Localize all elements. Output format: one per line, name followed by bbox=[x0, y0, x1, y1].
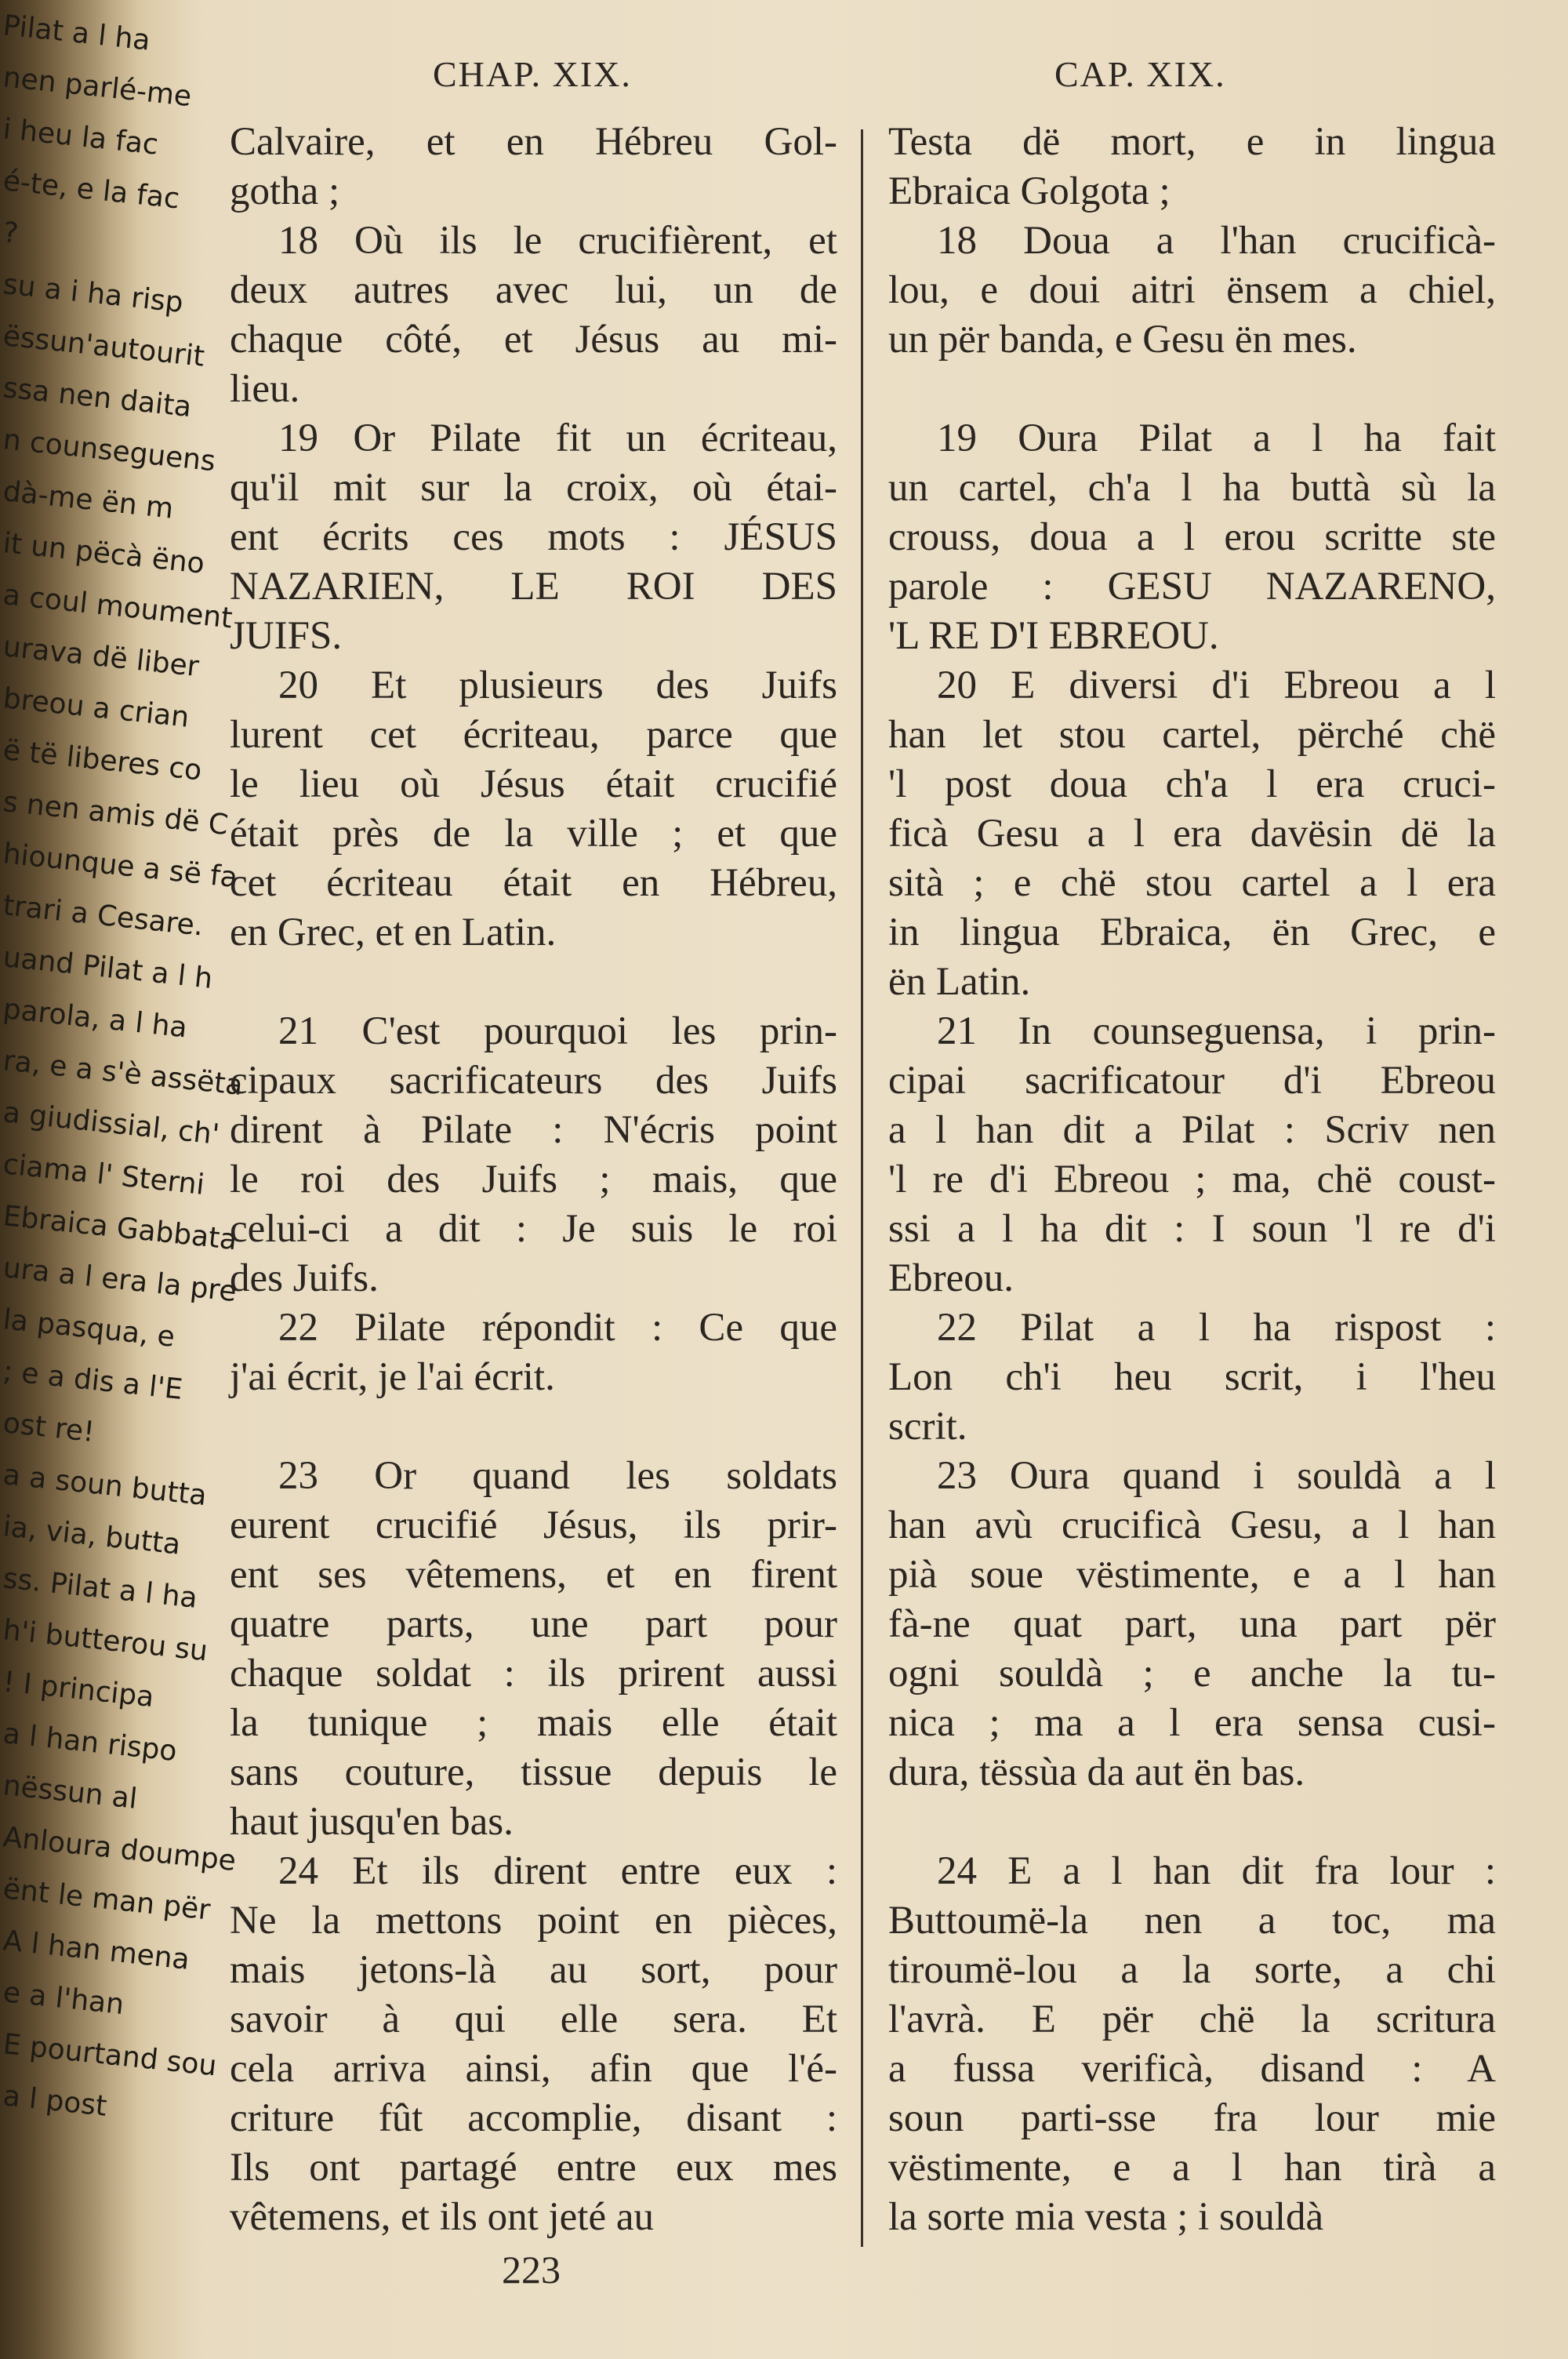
french-text-column bbox=[230, 118, 837, 2242]
bleed-through-line: ? bbox=[1, 216, 20, 250]
bleed-through-line: dà-me ën m bbox=[1, 475, 176, 525]
text-line: dura, tëssùa da aut ën bas. bbox=[888, 1750, 1305, 1794]
text-line: 24 E a l han dit fra lour : bbox=[937, 1849, 1496, 1893]
bleed-through-line: nëssun al bbox=[1, 1769, 139, 1816]
text-line: Ils ont partagé entre eux mes bbox=[230, 2146, 837, 2190]
bleed-through-line: ; e a dis a l'E bbox=[1, 1355, 184, 1406]
bleed-through-line: Pilat a l ha bbox=[1, 9, 152, 57]
text-line: mais jetons-là au sort, pour bbox=[230, 1948, 837, 1992]
text-line: Buttoumë-la nen a toc, ma bbox=[888, 1899, 1496, 1943]
text-line: nica ; ma a l era sensa cusi- bbox=[888, 1701, 1496, 1745]
bleed-through-line: it un pëcà ëno bbox=[1, 527, 206, 580]
text-line: cipaux sacrificateurs des Juifs bbox=[230, 1059, 837, 1103]
bleed-through-line: ra, e a s'è assëta bbox=[1, 1045, 245, 1102]
page-number: 223 bbox=[502, 2248, 561, 2292]
bleed-through-line: a l han rispo bbox=[1, 1717, 179, 1768]
bleed-through-line: ura a l era la pre bbox=[1, 1252, 238, 1309]
verse-paragraph bbox=[888, 661, 1496, 1007]
text-line: dirent à Pilate : N'écris point bbox=[230, 1108, 837, 1152]
text-line: han avù crucificà Gesu, a l han bbox=[888, 1503, 1496, 1547]
text-line: Lon ch'i heu scrit, i l'heu bbox=[888, 1355, 1496, 1399]
bleed-through-line: ënt le man për bbox=[1, 1873, 212, 1927]
text-line: gotha ; bbox=[230, 169, 340, 213]
text-line: ssi a l ha dit : I soun 'l re d'i bbox=[888, 1207, 1496, 1251]
text-line: deux autres avec lui, un de bbox=[230, 268, 837, 312]
bleed-through-line: A l han mena bbox=[1, 1925, 191, 1976]
bleed-through-line: E pourtand sou bbox=[1, 2028, 219, 2083]
text-line: celui-ci a dit : Je suis le roi bbox=[230, 1207, 837, 1251]
text-line: ficà Gesu a l era davësin dë la bbox=[888, 812, 1496, 856]
text-line: ent écrits ces mots : JÉSUS bbox=[230, 515, 837, 559]
text-line: Calvaire, et en Hébreu Gol- bbox=[230, 120, 837, 164]
verse-paragraph bbox=[230, 1303, 837, 1402]
text-line: cipai sacrificatour d'i Ebreou bbox=[888, 1059, 1496, 1103]
text-line: scrit. bbox=[888, 1405, 967, 1448]
verse-paragraph bbox=[230, 1007, 837, 1303]
bleed-through-line: ia, via, butta bbox=[1, 1510, 183, 1561]
text-line: un për banda, e Gesu ën mes. bbox=[888, 318, 1357, 362]
text-line: 22 Pilat a l ha rispost : bbox=[937, 1306, 1496, 1350]
text-line: l'avrà. E për chë la scritura bbox=[888, 1997, 1496, 2041]
text-line: criture fût accomplie, disant : bbox=[230, 2096, 837, 2140]
verse-paragraph bbox=[888, 414, 1496, 661]
text-line: le lieu où Jésus était crucifié bbox=[230, 762, 837, 806]
text-line: 'L RE D'I EBREOU. bbox=[888, 614, 1219, 658]
paragraph-gap bbox=[888, 365, 1496, 414]
text-line: 'l re d'i Ebreou ; ma, chë coust- bbox=[888, 1158, 1496, 1201]
bleed-through-line: n counseguens bbox=[1, 423, 217, 478]
text-line: JUIFS. bbox=[230, 614, 343, 658]
text-line: fà-ne quat part, una part për bbox=[888, 1602, 1496, 1646]
verse-paragraph bbox=[230, 414, 837, 661]
text-line: in lingua Ebraica, ën Grec, e bbox=[888, 911, 1496, 954]
text-line: NAZARIEN, LE ROI DES bbox=[230, 565, 837, 609]
continued-text bbox=[230, 118, 837, 216]
text-line: lurent cet écriteau, parce que bbox=[230, 713, 837, 757]
column-divider bbox=[861, 129, 863, 2247]
bleed-through-line: h'i butterou su bbox=[1, 1614, 209, 1668]
paragraph-gap bbox=[230, 958, 837, 1007]
bleed-through-line: a coul moument bbox=[1, 579, 234, 635]
text-line: Ne la mettons point en pièces, bbox=[230, 1899, 837, 1943]
bleed-through-line: Anloura doumpe bbox=[1, 1821, 238, 1878]
bleed-through-line: trari a Cesare. bbox=[1, 889, 205, 943]
text-line: était près de la ville ; et que bbox=[230, 812, 837, 856]
text-line: a l han dit a Pilat : Scriv nen bbox=[888, 1108, 1496, 1152]
bleed-through-line: s nen amis dë C bbox=[1, 786, 230, 842]
text-line: cet écriteau était en Hébreu, bbox=[230, 861, 837, 905]
bleed-through-line: i heu la fac bbox=[1, 113, 160, 162]
continued-text bbox=[888, 118, 1496, 216]
bleed-through-line: uand Pilat a l h bbox=[1, 941, 215, 995]
left-column-header: CHAP. XIX. bbox=[433, 54, 632, 94]
bleed-through-line: su a i ha risp bbox=[1, 268, 185, 320]
bleed-through-line: urava dë liber bbox=[1, 631, 201, 684]
bleed-through-line: ssa nen daita bbox=[1, 372, 194, 424]
text-line: le roi des Juifs ; mais, que bbox=[230, 1158, 837, 1201]
verse-paragraph bbox=[888, 1452, 1496, 1797]
text-line: lou, e doui aitri ënsem a chiel, bbox=[888, 268, 1496, 312]
text-line: la tunique ; mais elle était bbox=[230, 1701, 837, 1745]
text-line: qu'il mit sur la croix, où étai- bbox=[230, 466, 837, 510]
text-line: 24 Et ils dirent entre eux : bbox=[278, 1849, 837, 1893]
text-line: chaque côté, et Jésus au mi- bbox=[230, 318, 837, 362]
text-line: crouss, doua a l erou scritte ste bbox=[888, 515, 1496, 559]
text-line: 'l post doua ch'a l era cruci- bbox=[888, 762, 1496, 806]
bleed-through-line: e a l'han bbox=[1, 1976, 126, 2022]
text-line: lieu. bbox=[230, 367, 300, 411]
text-line: 23 Oura quand i souldà a l bbox=[937, 1454, 1496, 1498]
bleed-through-line: ! I principa bbox=[1, 1666, 156, 1714]
text-line: un cartel, ch'a l ha buttà sù la bbox=[888, 466, 1496, 510]
verse-paragraph bbox=[230, 1847, 837, 2242]
text-line: parole : GESU NAZARENO, bbox=[888, 565, 1496, 609]
text-line: chaque soldat : ils prirent aussi bbox=[230, 1652, 837, 1696]
text-line: 20 E diversi d'i Ebreou a l bbox=[937, 663, 1496, 707]
text-line: Ebreou. bbox=[888, 1256, 1014, 1300]
verse-paragraph bbox=[888, 1303, 1496, 1452]
text-line: j'ai écrit, je l'ai écrit. bbox=[230, 1355, 555, 1399]
text-line: Testa dë mort, e in lingua bbox=[888, 120, 1496, 164]
bleed-through-line: é-te, e la fac bbox=[1, 165, 181, 216]
bleed-through-line: ss. Pilat a l ha bbox=[1, 1562, 199, 1615]
text-line: Ebraica Golgota ; bbox=[888, 169, 1171, 213]
bleed-through-line: la pasqua, e bbox=[1, 1303, 176, 1354]
bleed-through-line: parola, a l ha bbox=[1, 993, 189, 1045]
text-line: ent ses vêtemens, et en firent bbox=[230, 1553, 837, 1597]
bleed-through-line: a a soun butta bbox=[1, 1459, 209, 1513]
bleed-through-line: ë të liberes co bbox=[1, 734, 204, 787]
verse-paragraph bbox=[888, 1007, 1496, 1303]
text-line: vêtemens, et ils ont jeté au bbox=[230, 2195, 655, 2239]
text-line: 23 Or quand les soldats bbox=[278, 1454, 837, 1498]
text-line: quatre parts, une part pour bbox=[230, 1602, 837, 1646]
text-line: 22 Pilate répondit : Ce que bbox=[278, 1306, 837, 1350]
bleed-through-line: a giudissial, ch' bbox=[1, 1096, 221, 1151]
text-line: savoir à qui elle sera. Et bbox=[230, 1997, 837, 2041]
text-line: sità ; e chë stou cartel a l era bbox=[888, 861, 1496, 905]
text-line: pià soue vëstimente, e a l han bbox=[888, 1553, 1496, 1597]
text-line: ogni souldà ; e anche la tu- bbox=[888, 1652, 1496, 1696]
verse-paragraph bbox=[888, 216, 1496, 365]
text-line: sans couture, tissue depuis le bbox=[230, 1750, 837, 1794]
text-line: en Grec, et en Latin. bbox=[230, 911, 557, 954]
bleed-through-line: breou a crian bbox=[1, 682, 191, 734]
text-line: cela arriva ainsi, afin que l'é- bbox=[230, 2047, 837, 2091]
text-line: 21 In counseguensa, i prin- bbox=[937, 1009, 1496, 1053]
facing-page-bleed-through bbox=[0, 0, 245, 2359]
text-line: han let stou cartel, përché chë bbox=[888, 713, 1496, 757]
piedmontese-text-column bbox=[888, 118, 1496, 2242]
right-column-header: CAP. XIX. bbox=[1054, 54, 1226, 94]
verse-paragraph bbox=[230, 216, 837, 414]
verse-paragraph bbox=[888, 1847, 1496, 2242]
text-line: vëstimente, e a l han tirà a bbox=[888, 2146, 1496, 2190]
text-line: 19 Or Pilate fit un écriteau, bbox=[278, 416, 837, 460]
bleed-through-line: ciama l' Sterni bbox=[1, 1148, 206, 1201]
text-line: haut jusqu'en bas. bbox=[230, 1800, 514, 1844]
text-line: eurent crucifié Jésus, ils prir- bbox=[230, 1503, 837, 1547]
text-line: 20 Et plusieurs des Juifs bbox=[278, 663, 837, 707]
text-line: a fussa verificà, disand : A bbox=[888, 2047, 1496, 2091]
text-line: 18 Où ils le crucifièrent, et bbox=[278, 219, 837, 263]
bleed-through-line: Ebraica Gabbata bbox=[1, 1200, 239, 1257]
text-line: ën Latin. bbox=[888, 960, 1031, 1004]
bleed-through-line: a l post bbox=[1, 2080, 109, 2123]
text-line: 18 Doua a l'han crucificà- bbox=[937, 219, 1496, 263]
verse-paragraph bbox=[230, 661, 837, 958]
text-line: des Juifs. bbox=[230, 1256, 379, 1300]
text-line: 21 C'est pourquoi les prin- bbox=[278, 1009, 837, 1053]
bleed-through-line: ëssun'autourit bbox=[1, 320, 206, 373]
bleed-through-line: hiounque a së fa bbox=[1, 838, 239, 895]
bleed-through-line: nen parlé-me bbox=[1, 61, 194, 114]
text-line: soun parti-sse fra lour mie bbox=[888, 2096, 1496, 2140]
verse-paragraph bbox=[230, 1452, 837, 1847]
bleed-through-line: ost re! bbox=[1, 1407, 96, 1449]
paragraph-gap bbox=[888, 1797, 1496, 1847]
paragraph-gap bbox=[230, 1402, 837, 1452]
text-line: la sorte mia vesta ; i souldà bbox=[888, 2195, 1324, 2239]
text-line: tiroumë-lou a la sorte, a chi bbox=[888, 1948, 1496, 1992]
text-line: 19 Oura Pilat a l ha fait bbox=[937, 416, 1496, 460]
